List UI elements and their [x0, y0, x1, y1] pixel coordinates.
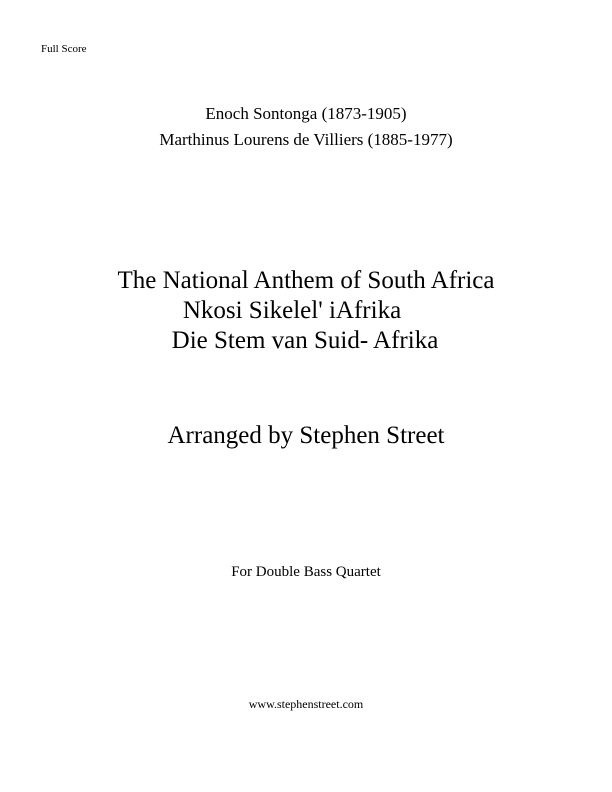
arranger-credit: Arranged by Stephen Street [167, 422, 445, 449]
instrumentation-label: For Double Bass Quartet [231, 564, 381, 580]
score-type-label: Full Score [41, 43, 87, 55]
composer-credits [0, 101, 612, 153]
title-block [0, 266, 612, 356]
composer-line: Enoch Sontonga (1873-1905) [205, 104, 407, 123]
main-title: The National Anthem of South Africa [117, 267, 495, 294]
website-url: www.stephenstreet.com [248, 697, 364, 711]
subtitle-xhosa: Nkosi Sikelel' iAfrika [182, 297, 402, 324]
subtitle-afrikaans: Die Stem van Suid- Afrika [171, 327, 439, 354]
composer-line: Marthinus Lourens de Villiers (1885-1977) [159, 130, 453, 149]
